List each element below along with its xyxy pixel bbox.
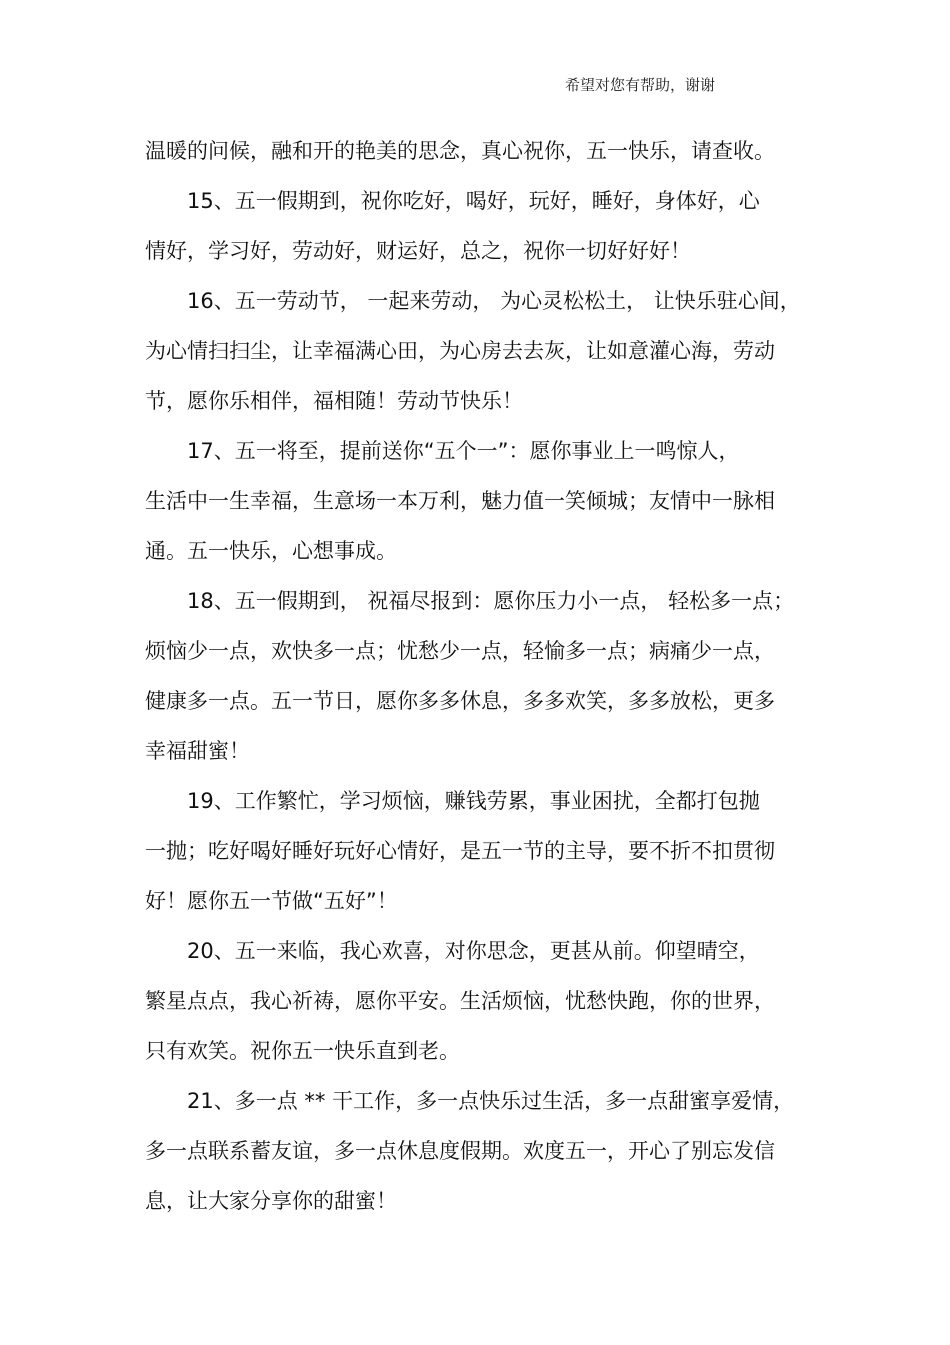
paragraph-start-17: 17、五一将至，提前送你“五个一”：愿你事业上一鸣惊人， — [187, 439, 740, 463]
paragraph-start-15: 15、五一假期到，祝你吃好，喝好，玩好，睡好，身体好，心 — [187, 189, 760, 213]
text-line: 温暖的问候，融和开的艳美的思念，真心祝你，五一快乐，请查收。 — [145, 139, 775, 163]
text-line: 多一点联系蓄友谊，多一点休息度假期。欢度五一，开心了别忘发信 — [145, 1139, 775, 1163]
text-line: 情好，学习好，劳动好，财运好，总之，祝你一切好好好！ — [145, 239, 691, 263]
text-line: 幸福甜蜜！ — [145, 739, 250, 763]
text-line: 生活中一生幸福，生意场一本万利，魅力值一笑倾城；友情中一脉相 — [145, 489, 775, 513]
paragraph-start-16: 16、五一劳动节， 一起来劳动， 为心灵松松土， 让快乐驻心间， — [187, 289, 801, 313]
page-header: 希望对您有帮助，谢谢 — [565, 76, 716, 94]
paragraph-start-20: 20、五一来临，我心欢喜，对你思念，更甚从前。仰望晴空， — [187, 939, 760, 963]
text-line: 节，愿你乐相伴，福相随！劳动节快乐！ — [145, 389, 523, 413]
text-line: 息，让大家分享你的甜蜜！ — [145, 1189, 397, 1213]
document-body — [145, 126, 805, 1226]
text-line: 繁星点点，我心祈祷，愿你平安。生活烦恼，忧愁快跑，你的世界， — [145, 989, 775, 1013]
paragraph-start-19: 19、工作繁忙，学习烦恼，赚钱劳累，事业困扰，全都打包抛 — [187, 789, 760, 813]
text-line: 通。五一快乐，心想事成。 — [145, 539, 397, 563]
paragraph-start-21: 21、多一点 ** 干工作，多一点快乐过生活，多一点甜蜜享爱情， — [187, 1089, 795, 1113]
text-line: 只有欢笑。祝你五一快乐直到老。 — [145, 1039, 460, 1063]
text-line: 好！愿你五一节做“五好”！ — [145, 889, 398, 913]
text-line: 一抛；吃好喝好睡好玩好心情好，是五一节的主导，要不折不扣贯彻 — [145, 839, 775, 863]
text-line: 烦恼少一点，欢快多一点；忧愁少一点，轻愉多一点；病痛少一点， — [145, 639, 775, 663]
text-line: 健康多一点。五一节日，愿你多多休息，多多欢笑，多多放松，更多 — [145, 689, 775, 713]
text-line: 为心情扫扫尘，让幸福满心田，为心房去去灰，让如意灌心海，劳动 — [145, 339, 775, 363]
paragraph-start-18: 18、五一假期到， 祝福尽报到：愿你压力小一点， 轻松多一点； — [187, 589, 795, 613]
